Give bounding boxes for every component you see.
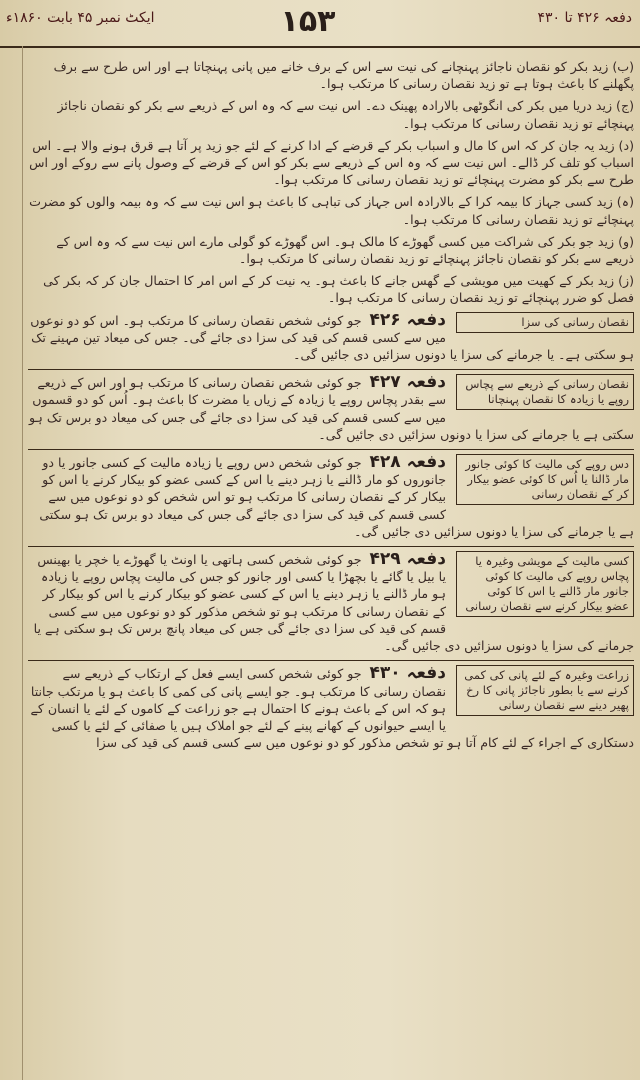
section-number-427: دفعہ ۴۲۷ bbox=[369, 374, 446, 393]
header-act-title: ایکٹ نمبر ۴۵ بابت ۱۸۶۰ء bbox=[6, 10, 155, 26]
section-number-429: دفعہ ۴۲۹ bbox=[369, 551, 446, 570]
illustration-g: (ز) زید بکر کے کھیت میں مویشی کے گھس جانے کا باعث ہو۔ یہ نیت کر کے اس امر کا احتمال جان کر کہ بکر کی فصل کو ضرر پہنچائے تو زید نقصان رسانی کا مرتکب ہوا۔ bbox=[43, 273, 634, 306]
section-428 bbox=[28, 454, 634, 540]
marginal-note-427: نقصان رسانی کے ذریعے سے پچاس روپے یا زیادہ کا نقصان پہنچانا bbox=[456, 374, 634, 410]
margin-line bbox=[22, 46, 23, 1080]
illustration-c: (ج) زید دریا میں بکر کی انگوٹھی بالارادہ پھینک دے۔ اس نیت سے کہ وہ اس کے ذریعے سے بکر کو نقصان ناجائز پہنچائے تو زید نقصان رسانی کا مرتکب ہوا۔ bbox=[57, 98, 634, 131]
illustration-f: (و) زید جو بکر کی شراکت میں کسی گھوڑے کا مالک ہو۔ اس گھوڑے کو گولی مارے اس نیت سے کہ وہ اس کے ذریعے سے بکر کو نقصان ناجائز پہنچائے تو زید نقصان رسانی کا مرتکب ہوا۔ bbox=[56, 233, 634, 267]
section-text-429: جو کوئی شخص کسی ہاتھی یا اونٹ یا گھوڑے یا خچر یا بھینس یا بیل یا گائے یا بچھڑا یا کسی اور جانور کو جس کی مالیت پچاس روپے یا زیادہ ہو مار ڈالنے یا زہر دینے یا اس کے کسی عضو کو بیکار کرنے یا اس کو بیکار کر کے نقصان رسانی کا مرتکب ہو تو شخص مذکور کو دو نوعوں میں سے کسی قسم کی قید کی سزا دی جائے گی جس کی میعاد پانچ برس تک ہو سکتی ہے یا جرمانے کی سزا یا دونوں سزائیں دی جائیں گی۔ bbox=[33, 552, 634, 654]
section-text-428: جو کوئی شخص دس روپے یا زیادہ مالیت کے کسی جانور یا دو جانوروں کو مار ڈالنے یا زہر دینے یا اس کے کسی عضو کو بیکار کرنے یا اس کو بیکار کر کے نقصان رسانی کا مرتکب ہو تو اس شخص کو دو نوعوں میں سے کسی قسم کی قید کی سزا دی جائے گی جس کی میعاد دو برس تک ہو سکتی ہے یا جرمانے کی سزا یا دونوں سزائیں دی جائیں گی۔ bbox=[39, 455, 634, 539]
marginal-note-430: زراعت وغیرہ کے لئے پانی کی کمی کرنے سے یا بطور ناجائز پانی کا رخ پھیر دینے سے نقصان رسانی bbox=[456, 665, 634, 716]
section-divider bbox=[28, 660, 634, 661]
section-number-430: دفعہ ۴۳۰ bbox=[369, 665, 446, 684]
illustration-e: (ہ) زید کسی جہاز کا بیمہ کرا کے بالارادہ اس جہاز کی تباہی کا باعث ہو اس نیت سے کہ وہ بیمہ والوں کو مضرت پہنچائے تو زید نقصان رسانی کا مرتکب ہوا۔ bbox=[29, 194, 634, 227]
section-430 bbox=[28, 665, 634, 751]
marginal-note-429: کسی مالیت کے مویشی وغیرہ یا پچاس روپے کی مالیت کا کوئی جانور مار ڈالنے یا اس کا کوئی عضو بیکار کرنے سے نقصان رسانی bbox=[456, 551, 634, 617]
section-427 bbox=[28, 374, 634, 443]
marginal-note-426: نقصان رسانی کی سزا bbox=[456, 312, 634, 333]
illustration-d: (د) زید یہ جان کر کہ اس کا مال و اسباب بکر کے قرضے کے ادا کرنے کے لئے جو زید پر آتا ہے قرق ہونے والا ہے۔ اس اسباب کو تلف کر ڈالے۔ اس نیت سے کہ وہ اس کے ذریعے سے بکر کو اس کے قرضے کے وصول پانے سے روکے اور اس طرح سے بکر کو مضرت پہنچائے تو زید نقصان رسانی کا مرتکب ہوا۔ bbox=[29, 137, 634, 188]
section-426 bbox=[28, 312, 634, 364]
illustration-b: (ب) زید بکر کو نقصان ناجائز پہنچانے کی نیت سے اس کے برف خانے میں پانی پہنچاتا ہے اور اس طرح سے برف پگھلنے کا باعث ہوتا ہے تو زید نقصان رسانی کا مرتکب ہوا۔ bbox=[53, 59, 634, 92]
section-number-428: دفعہ ۴۲۸ bbox=[369, 454, 446, 473]
section-number-426: دفعہ ۴۲۶ bbox=[369, 311, 446, 330]
section-divider bbox=[28, 369, 634, 370]
page-number: ۱۵۳ bbox=[280, 4, 336, 39]
section-text-430: جو کوئی شخص کسی ایسے فعل کے ارتکاب کے ذریعے سے نقصان رسانی کا مرتکب ہو۔ جو ایسے پانی کی کمی کا باعث ہو یا مرتکب جانتا ہو کہ اس کے باعث ہونے کا احتمال ہے جو زراعت کے کاموں کے لئے یا انسان کے یا ایسے حیوانوں کے کھانے پینے کے لئے جو املاک ہیں یا صفائی کے لئے یا کسی دستکاری کے اجراء کے لئے کام آتا ہو تو شخص مذکور کو دو نوعوں میں سے کسی قسم کی قید کی سزا bbox=[30, 666, 634, 751]
marginal-note-428: دس روپے کی مالیت کا کوئی جانور مار ڈالنا یا اُس کا کوئی عضو بیکار کر کے نقصان رسانی bbox=[456, 454, 634, 505]
section-429 bbox=[28, 551, 634, 654]
page-body bbox=[28, 58, 634, 1076]
section-text-427: جو کوئی شخص نقصان رسانی کا مرتکب ہو اور اس کے ذریعے سے بقدر پچاس روپے یا زیادہ کے زیاں یا مضرت کا باعث ہو۔ اُس کو دو قسموں میں سے کسی قسم کی قید کی سزا دی جائے گی جس کی میعاد دو برس تک ہو سکتی ہے یا جرمانے کی سزا یا دونوں سزائیں دی جائیں گی۔ bbox=[29, 375, 634, 442]
section-divider bbox=[28, 546, 634, 547]
page-header bbox=[0, 0, 640, 48]
section-text-426: جو کوئی شخص نقصان رسانی کا مرتکب ہو۔ اس کو دو نوعوں میں سے کسی قسم کی قید کی سزا دی جائے گی۔ جس کی میعاد تین مہینے تک ہو سکتی ہے۔ یا جرمانے کی سزا یا دونوں سزائیں دی جائیں گی۔ bbox=[30, 312, 634, 363]
header-section-range: دفعہ ۴۲۶ تا ۴۳۰ bbox=[537, 10, 632, 26]
section-divider bbox=[28, 449, 634, 450]
